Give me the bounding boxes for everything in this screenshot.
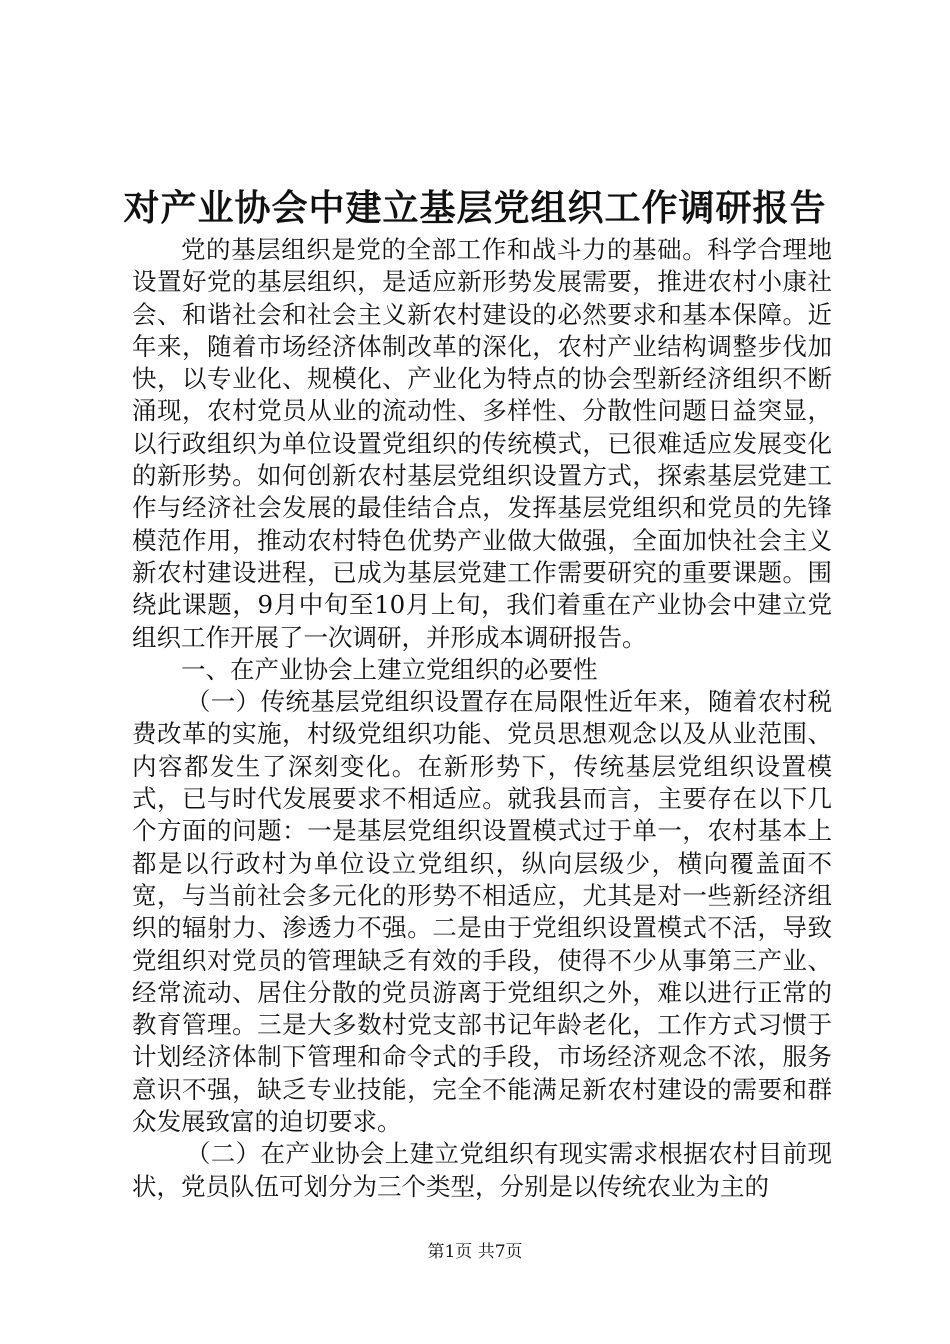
intro-paragraph: 党的基层组织是党的全部工作和战斗力的基础。科学合理地设置好党的基层组织，是适应新形势发展需要，推进农村小康社会、和谐社会和社会主义新农村建设的必然要求和基本保障。近年来，随着市场经济体制改革的深化，农村产业结构调整步伐加快，以专业化、规模化、产业化为特点的协会型新经济组织不断涌现，农村党员从业的流动性、多样性、分散性问题日益突显，以行政组织为单位设置党组织的传统模式，已很难适应发展变化的新形势。如何创新农村基层党组织设置方式，探索基层党建工作与经济社会发展的最佳结合点，发挥基层党组织和党员的先锋模范作用，推动农村特色优势产业做大做强，全面加快社会主义新农村建设进程，已成为基层党建工作需要研究的重要课题。围绕此课题，9月中旬至10月上旬，我们着重在产业协会中建立党组织工作开展了一次调研，并形成本调研报告。 bbox=[132, 235, 832, 652]
subsection-paragraph-2: （二）在产业协会上建立党组织有现实需求根据农村目前现状，党员队伍可划分为三个类型，分别是以传统农业为主的 bbox=[132, 1139, 832, 1201]
document-body bbox=[132, 234, 832, 1203]
subsection-paragraph-1: （一）传统基层党组织设置存在局限性近年来，随着农村税费改革的实施，村级党组织功能、党员思想观念以及从业范围、内容都发生了深刻变化。在新形势下，传统基层党组织设置模式，已与时代发展要求不相适应。就我县而言，主要存在以下几个方面的问题：一是基层党组织设置模式过于单一，农村基本上都是以行政村为单位设立党组织，纵向层级少，横向覆盖面不宽，与当前社会多元化的形势不相适应，尤其是对一些新经济组织的辐射力、渗透力不强。二是由于党组织设置模式不活，导致党组织对党员的管理缺乏有效的手段，使得不少从事第三产业、经常流动、居住分散的党员游离于党组织之外，难以进行正常的教育管理。三是大多数村党支部书记年龄老化，工作方式习惯于计划经济体制下管理和命令式的手段，市场经济观念不浓，服务意识不强，缺乏专业技能，完全不能满足新农村建设的需要和群众发展致富的迫切要求。 bbox=[132, 687, 832, 1137]
page-number-footer: 第1页 共7页 bbox=[427, 1242, 523, 1262]
document-title: 对产业协会中建立基层党组织工作调研报告 bbox=[123, 187, 827, 229]
section-heading: 一、在产业协会上建立党组织的必要性 bbox=[181, 654, 598, 684]
